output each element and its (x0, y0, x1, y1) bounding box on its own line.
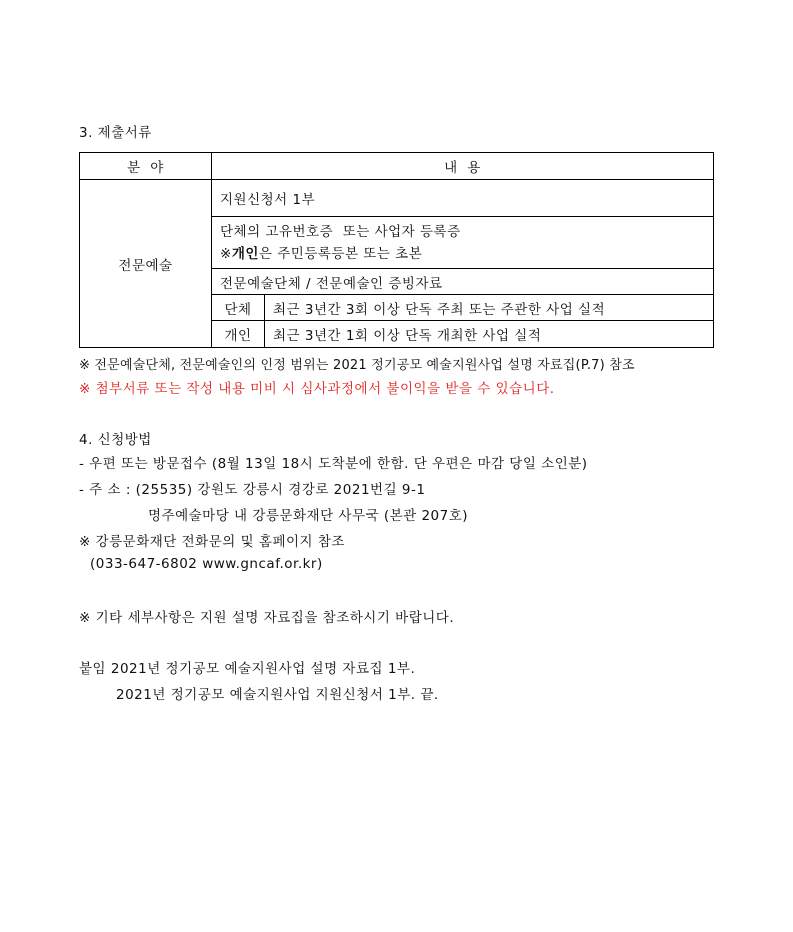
attachment-line-1: 붙임 2021년 정기공모 예술지원사업 설명 자료집 1부. (79, 661, 416, 677)
header-content: 내 용 (212, 153, 714, 180)
sub-row-group (212, 295, 714, 321)
section4-heading: 4. 신청방법 (79, 432, 152, 448)
method-address: - 주 소 : (25535) 강원도 강릉시 경강로 2021번길 9-1 (79, 482, 426, 498)
row-evidence: 전문예술단체 / 전문예술인 증빙자료 (212, 269, 714, 295)
sub-row-individual (212, 321, 714, 348)
row-application-form: 지원신청서 1부 (212, 180, 714, 217)
submission-documents-table (79, 152, 714, 348)
row-registration-line1: 단체의 고유번호증 또는 사업자 등록증 (220, 223, 461, 240)
individual-bold: 개인 (231, 245, 259, 262)
attachment-line-2: 2021년 정기공모 예술지원사업 지원신청서 1부. 끝. (116, 687, 439, 703)
method-contact-note: ※ 강릉문화재단 전화문의 및 홈페이지 참조 (79, 534, 345, 550)
header-field: 분 야 (80, 153, 212, 180)
note-mark: ※ (220, 245, 232, 262)
method-address-detail: 명주예술마당 내 강릉문화재단 사무국 (본관 207호) (148, 508, 469, 524)
sub-row-group-text: 최근 3년간 3회 이상 단독 주최 또는 주관한 사업 실적 (273, 301, 606, 318)
category-cell: 전문예술 (80, 180, 212, 348)
note-warning: ※ 첨부서류 또는 작성 내용 미비 시 심사과정에서 불이익을 받을 수 있습니다. (79, 381, 555, 397)
row-registration-line2 (220, 243, 705, 265)
row-registration (212, 217, 714, 269)
section3-heading: 3. 제출서류 (79, 125, 152, 141)
other-details-note: ※ 기타 세부사항은 지원 설명 자료집을 참조하시기 바랍니다. (79, 610, 455, 626)
sub-row-individual-label: 개인 (212, 321, 265, 347)
method-line-1: - 우편 또는 방문접수 (8월 13일 18시 도착분에 한함. 단 우편은 마감 당일 소인분) (79, 456, 588, 472)
row-registration-rest: 은 주민등록등본 또는 초본 (258, 245, 423, 262)
method-contact-info: (033-647-6802 www.gncaf.or.kr) (90, 556, 323, 572)
note-recognition-scope: ※ 전문예술단체, 전문예술인의 인정 범위는 2021 정기공모 예술지원사업 설명 자료집(P.7) 참조 (79, 358, 635, 373)
sub-row-individual-text: 최근 3년간 1회 이상 단독 개최한 사업 실적 (273, 328, 542, 344)
sub-row-group-label: 단체 (212, 295, 265, 320)
